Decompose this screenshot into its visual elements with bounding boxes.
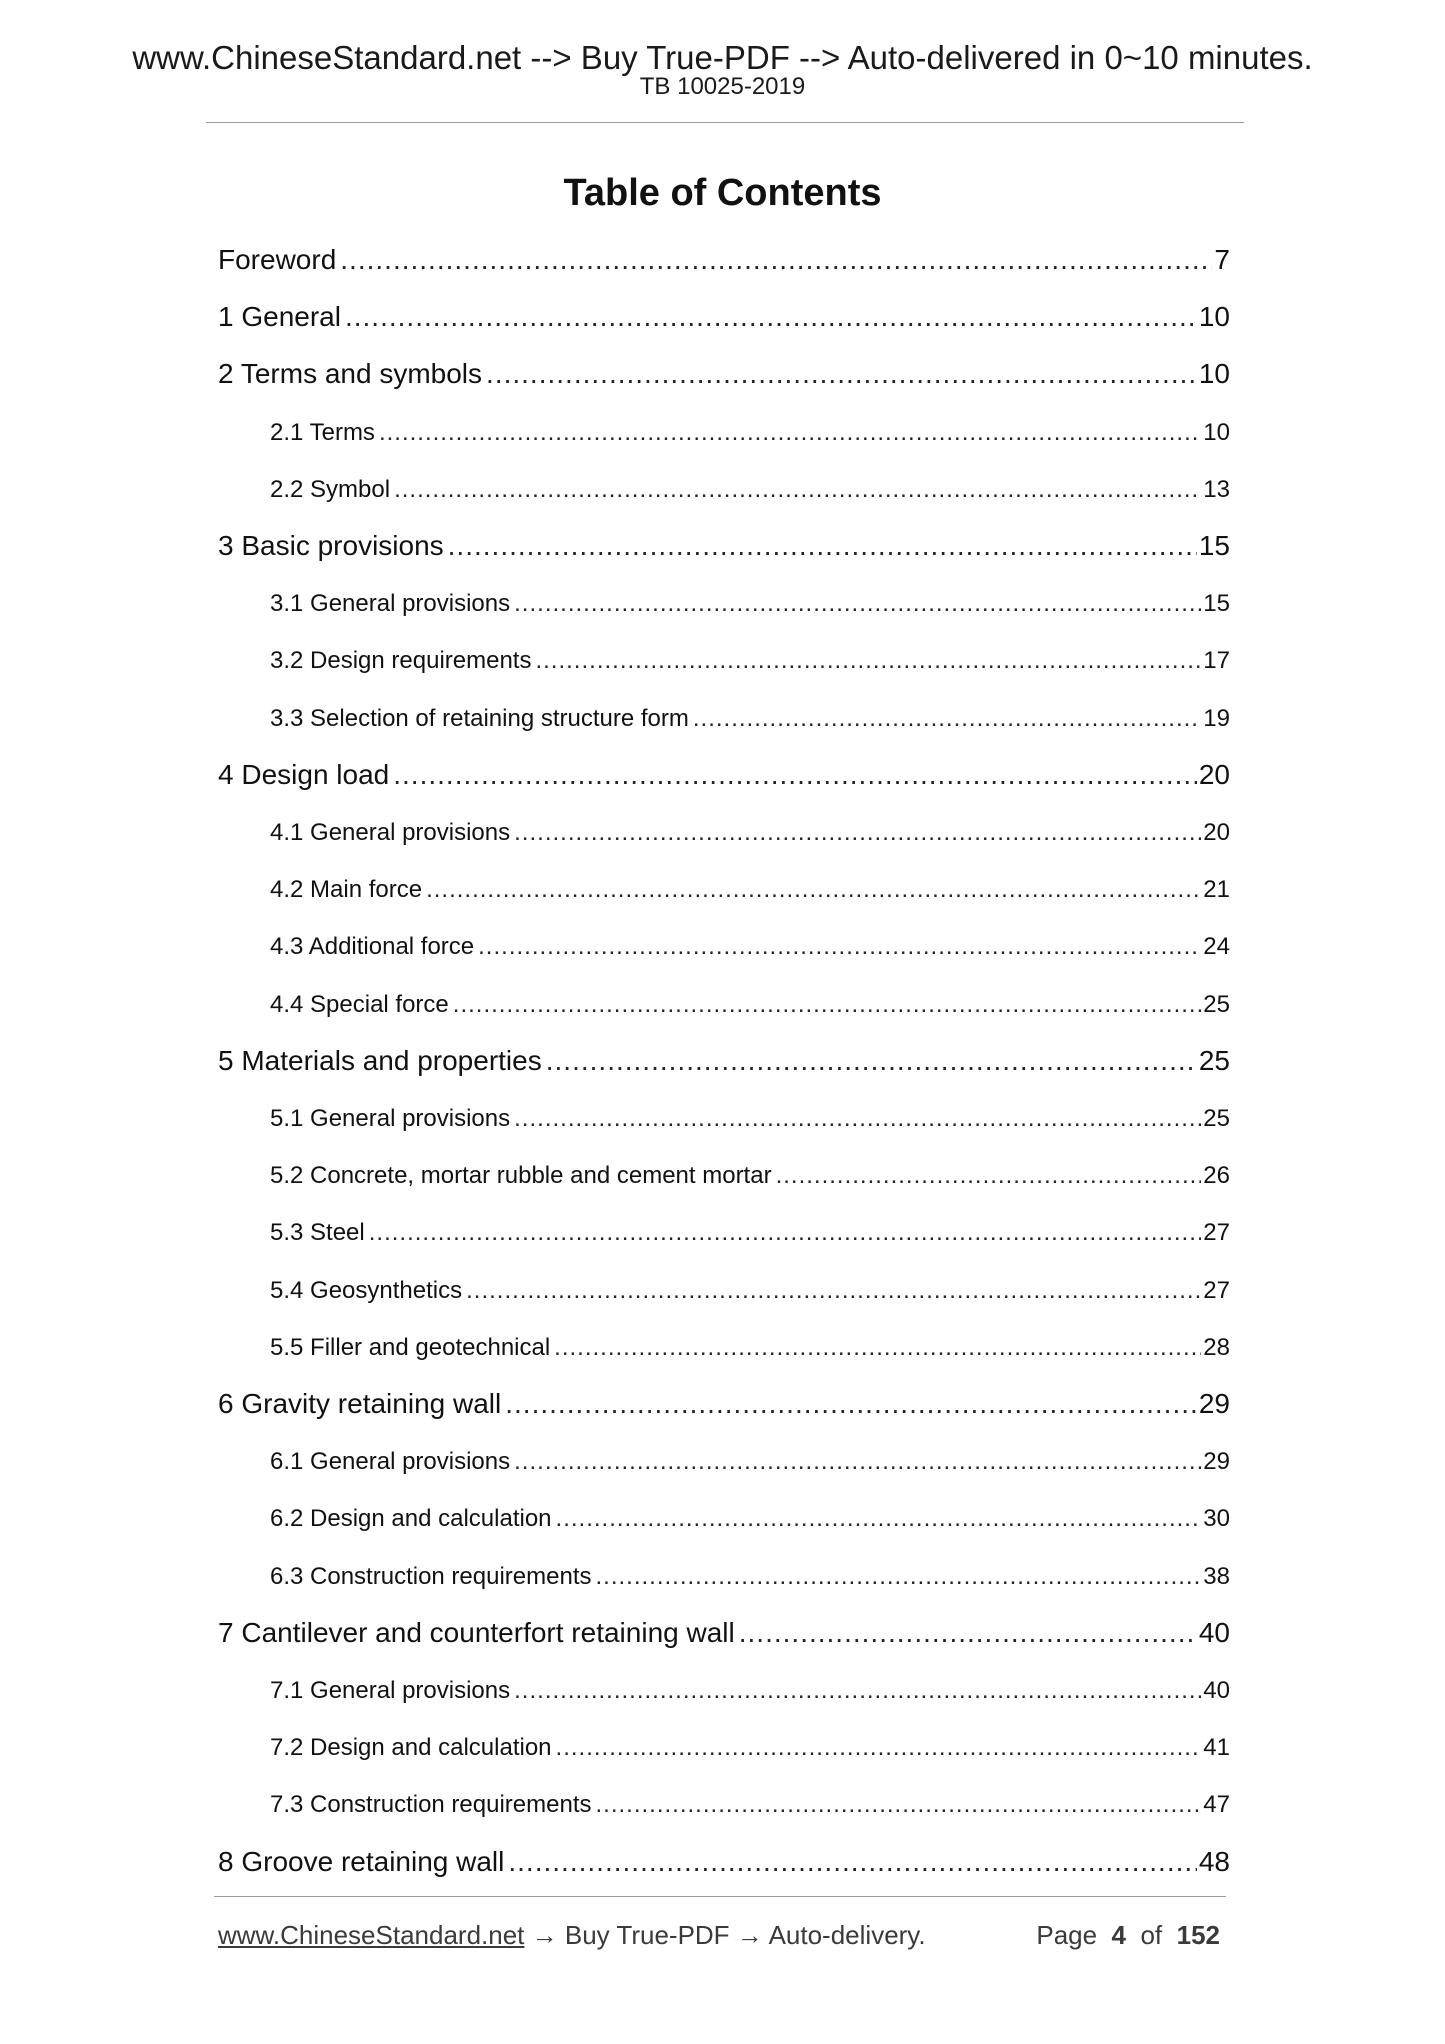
- toc-entry-page-number: 47: [1203, 1791, 1230, 1819]
- toc-entry-page-number: 20: [1203, 819, 1230, 846]
- toc-dot-leader: [556, 1730, 1202, 1766]
- toc-dot-leader: [448, 526, 1197, 566]
- toc-entry[interactable]: [270, 1730, 1230, 1766]
- toc-entry[interactable]: [270, 987, 1230, 1023]
- toc-entry-label: 5.5 Filler and geotechnical: [270, 1333, 551, 1361]
- toc-entry[interactable]: [270, 1158, 1230, 1194]
- toc-entry-label: 5.1 General provisions: [270, 1105, 511, 1132]
- page-indicator: [1036, 1915, 1220, 1955]
- toc-entry-page-number: 28: [1203, 1333, 1230, 1361]
- top-banner: www.ChineseStandard.net --> Buy True-PDF --> Auto-delivered in 0~10 minutes.: [132, 39, 1313, 76]
- toc-entry-page-number: 40: [1203, 1677, 1230, 1704]
- footer-site-link[interactable]: www.ChineseStandard.net: [218, 1920, 525, 1950]
- toc-entry[interactable]: [218, 354, 1230, 394]
- toc-entry-page-number: 10: [1198, 358, 1230, 390]
- toc-entry[interactable]: [270, 1330, 1230, 1366]
- page-footer: [218, 1915, 1220, 1955]
- toc-entry-page-number: 20: [1198, 758, 1230, 790]
- toc-entry-label: 6.2 Design and calculation: [270, 1505, 552, 1533]
- toc-entry-page-number: 15: [1198, 530, 1230, 561]
- toc-dot-leader: [453, 987, 1202, 1023]
- toc-entry-label: Foreword: [218, 244, 337, 275]
- toc-entry[interactable]: [218, 1384, 1230, 1424]
- toc-entry-page-number: 10: [1198, 301, 1230, 333]
- toc-entry[interactable]: [270, 929, 1230, 965]
- toc-entry-page-number: 13: [1203, 475, 1230, 503]
- toc-entry-label: 6 Gravity retaining wall: [218, 1388, 502, 1419]
- toc-entry-label: 3.2 Design requirements: [270, 647, 532, 675]
- toc-entry[interactable]: [218, 526, 1230, 566]
- toc-entry-label: 5 Materials and properties: [218, 1044, 542, 1076]
- toc-entry[interactable]: [218, 755, 1230, 795]
- toc-entry[interactable]: [218, 1613, 1230, 1653]
- toc-dot-leader: [514, 1101, 1201, 1137]
- document-code: TB 10025-2019: [639, 73, 806, 100]
- toc-dot-leader: [486, 354, 1197, 394]
- toc-entry-page-number: 29: [1198, 1388, 1230, 1419]
- toc-entry-page-number: 19: [1203, 704, 1230, 732]
- toc-entry-label: 5.3 Steel: [270, 1219, 365, 1247]
- toc-entry-label: 2.1 Terms: [270, 418, 375, 446]
- toc-dot-leader: [394, 472, 1201, 508]
- toc-dot-leader: [514, 815, 1201, 851]
- toc-dot-leader: [514, 1444, 1201, 1480]
- toc-entry[interactable]: [270, 643, 1230, 679]
- toc-dot-leader: [514, 1673, 1201, 1709]
- toc-dot-leader: [596, 1559, 1202, 1595]
- of-word: of: [1140, 1920, 1163, 1950]
- toc-dot-leader: [393, 755, 1197, 795]
- toc-dot-leader: [345, 297, 1197, 337]
- toc-entry[interactable]: [218, 1041, 1230, 1081]
- toc-entry[interactable]: [270, 1673, 1230, 1709]
- page-title: Table of Contents: [563, 172, 882, 214]
- toc-dot-leader: [554, 1330, 1201, 1366]
- toc-entry-label: 5.4 Geosynthetics: [270, 1276, 463, 1304]
- footer-tagline: → Buy True-PDF → Auto-delivery.: [524, 1920, 926, 1950]
- toc-entry[interactable]: [270, 1101, 1230, 1137]
- toc-dot-leader: [508, 1842, 1196, 1882]
- toc-dot-leader: [426, 872, 1201, 908]
- toc-dot-leader: [596, 1787, 1202, 1823]
- toc-entry-page-number: 27: [1203, 1219, 1230, 1247]
- toc-entry-label: 6.3 Construction requirements: [270, 1562, 592, 1590]
- toc-entry-page-number: 27: [1203, 1276, 1230, 1304]
- toc-dot-leader: [369, 1215, 1202, 1251]
- page-word: Page: [1036, 1920, 1098, 1950]
- toc-entry-label: 2 Terms and symbols: [218, 358, 483, 390]
- toc-dot-leader: [478, 929, 1201, 965]
- header-divider: [206, 122, 1244, 123]
- toc-entry-page-number: 24: [1203, 933, 1230, 961]
- toc-entry[interactable]: [270, 1215, 1230, 1251]
- toc-entry-label: 4.1 General provisions: [270, 819, 511, 846]
- toc-entry-label: 7.2 Design and calculation: [270, 1734, 552, 1762]
- toc-entry-label: 1 General: [218, 301, 341, 333]
- toc-dot-leader: [693, 701, 1201, 737]
- toc-entry[interactable]: [270, 1444, 1230, 1480]
- toc-entry-label: 3.3 Selection of retaining structure form: [270, 704, 689, 732]
- toc-entry[interactable]: [270, 472, 1230, 508]
- toc-entry-page-number: 25: [1203, 990, 1230, 1018]
- toc-entry-page-number: 25: [1198, 1044, 1230, 1076]
- toc-entry-page-number: 30: [1203, 1505, 1230, 1533]
- current-page-number: 4: [1111, 1920, 1127, 1950]
- toc-entry-label: 5.2 Concrete, mortar rubble and cement mortar: [270, 1162, 772, 1190]
- toc-entry[interactable]: [270, 415, 1230, 451]
- footer-divider: [214, 1896, 1226, 1897]
- toc-entry-label: 7.1 General provisions: [270, 1677, 511, 1704]
- toc-entry-label: 7.3 Construction requirements: [270, 1791, 592, 1819]
- toc-entry-page-number: 41: [1203, 1734, 1230, 1762]
- toc-entry[interactable]: [218, 1842, 1230, 1882]
- toc-entry-page-number: 25: [1203, 1105, 1230, 1132]
- toc-entry-label: 4 Design load: [218, 758, 390, 790]
- toc-entry[interactable]: [270, 701, 1230, 737]
- toc-entry-label: 7 Cantilever and counterfort retaining wall: [218, 1616, 735, 1648]
- toc-entry[interactable]: [270, 586, 1230, 622]
- toc-dot-leader: [514, 586, 1201, 622]
- toc-entry[interactable]: [270, 1787, 1230, 1823]
- toc-entry-page-number: 26: [1203, 1162, 1230, 1190]
- toc-entry-label: 6.1 General provisions: [270, 1448, 511, 1476]
- toc-entry-page-number: 21: [1203, 876, 1230, 904]
- toc-entry[interactable]: [270, 1273, 1230, 1309]
- toc-entry-label: 4.2 Main force: [270, 876, 423, 904]
- toc-dot-leader: [466, 1273, 1201, 1309]
- toc-entry[interactable]: [270, 1501, 1230, 1537]
- toc-entry-page-number: 17: [1203, 647, 1230, 675]
- toc-dot-leader: [776, 1158, 1202, 1194]
- toc-dot-leader: [739, 1613, 1197, 1653]
- toc-entry[interactable]: [270, 872, 1230, 908]
- toc-entry-page-number: 48: [1198, 1845, 1230, 1877]
- toc-entry-page-number: 10: [1203, 418, 1230, 446]
- toc-dot-leader: [379, 415, 1201, 451]
- toc-entry[interactable]: [270, 815, 1230, 851]
- toc-entry-page-number: 38: [1203, 1562, 1230, 1590]
- toc-entry-label: 3 Basic provisions: [218, 530, 444, 561]
- toc-dot-leader: [340, 240, 1212, 280]
- toc-entry-label: 2.2 Symbol: [270, 475, 391, 503]
- total-pages: 152: [1176, 1920, 1220, 1950]
- toc-entry-label: 3.1 General provisions: [270, 590, 511, 618]
- toc-entry[interactable]: [218, 297, 1230, 337]
- toc-entry[interactable]: [270, 1559, 1230, 1595]
- toc-entry-label: 4.3 Additional force: [270, 933, 475, 961]
- toc-entry[interactable]: [218, 240, 1230, 280]
- toc-entry-label: 8 Groove retaining wall: [218, 1845, 505, 1877]
- toc-dot-leader: [505, 1384, 1197, 1424]
- toc-dot-leader: [546, 1041, 1197, 1081]
- toc-entry-page-number: 15: [1203, 590, 1230, 618]
- toc-entry-label: 4.4 Special force: [270, 990, 449, 1018]
- toc-entry-page-number: 40: [1198, 1616, 1230, 1648]
- toc-dot-leader: [556, 1501, 1202, 1537]
- toc-entry-page-number: 7: [1214, 244, 1230, 275]
- toc-dot-leader: [535, 643, 1201, 679]
- toc-entry-page-number: 29: [1203, 1448, 1230, 1476]
